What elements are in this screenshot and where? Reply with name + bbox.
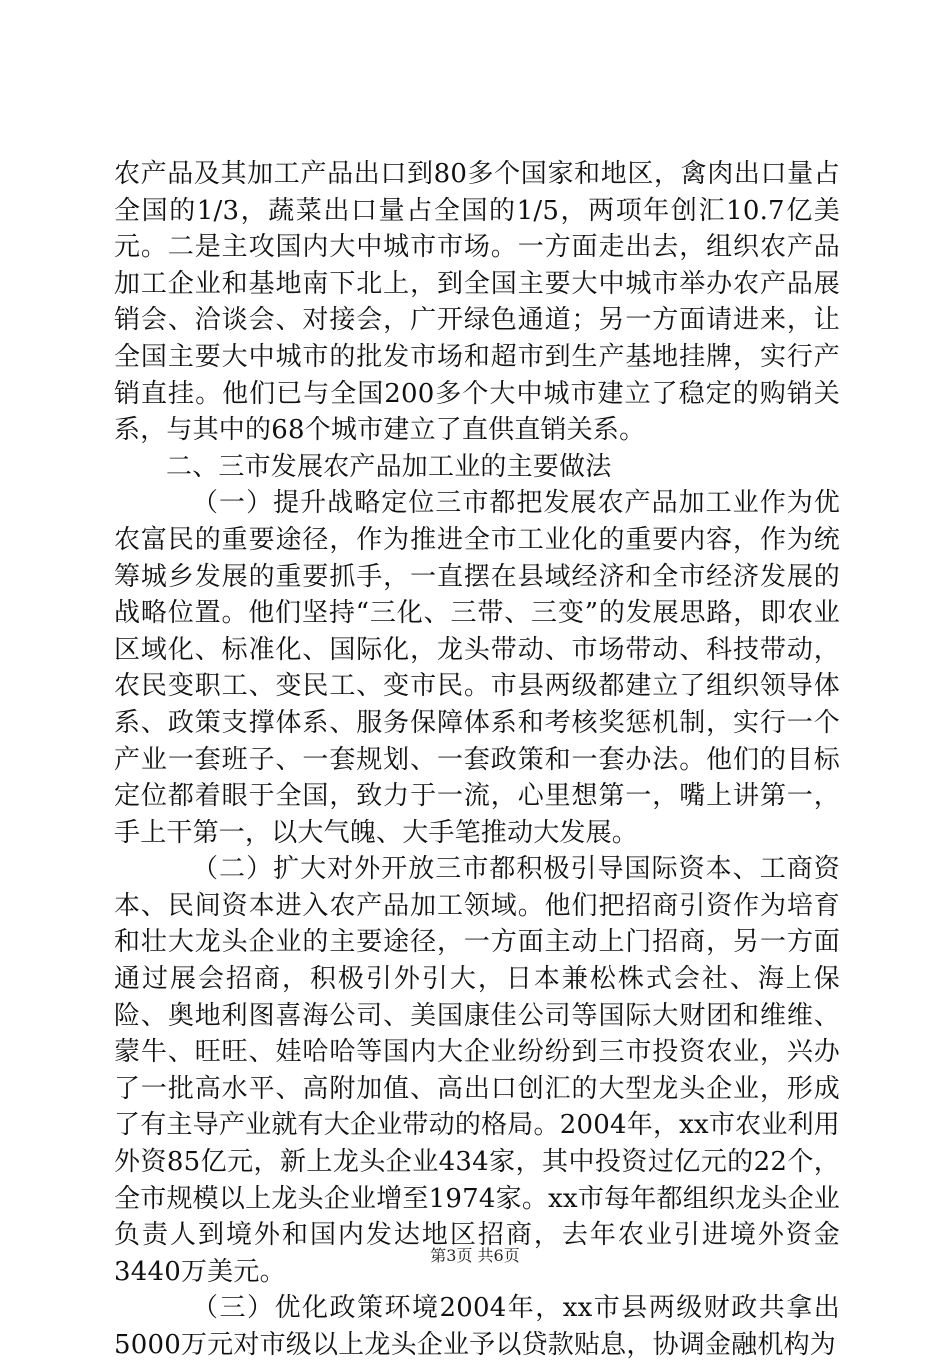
- paragraph-opening-up: （二）扩大对外开放三市都积极引导国际资本、工商资本、民间资本进入农产品加工领域。他们把招商引资作为培育和壮大龙头企业的主要途径，一方面主动上门招商，另一方面通过展会招商，积极引外引大，日本兼松株式会社、海上保险、奥地利图喜海公司、美国康佳公司等国际大财团和维维、蒙牛、旺旺、娃哈哈等国内大企业纷纷到三市投资农业，兴办了一批高水平、高附加值、高出口创汇的大型龙头企业，形成了有主导产业就有大企业带动的格局。2004年，xx市农业利用外资85亿元，新上龙头企业434家，其中投资过亿元的22个，全市规模以上龙头企业增至1974家。xx市每年都组织龙头企业负责人到境外和国内发达地区招商，去年农业引进境外资金3440万美元。: [114, 854, 840, 1287]
- paragraph-continuation: 农产品及其加工产品出口到80多个国家和地区，禽肉出口量占全国的1/3，蔬菜出口量占全国的1/5，两项年创汇10.7亿美元。二是主攻国内大中城市市场。一方面走出去，组织农产品加工企业和基地南下北上，到全国主要大中城市举办农产品展销会、洽谈会、对接会，广开绿色通道；另一方面请进来，让全国主要大中城市的批发市场和超市到生产基地挂牌，实行产销直挂。他们已与全国200多个大中城市建立了稳定的购销关系，与其中的68个城市建立了直供直销关系。: [114, 159, 840, 446]
- document-body: [114, 156, 840, 1364]
- page-number-footer: 第3页 共6页: [430, 1246, 520, 1265]
- paragraph-policy-environment: （三）优化政策环境2004年，xx市县两级财政共拿出5000万元对市级以上龙头企业予以贷款贴息，协调金融机构为: [114, 1293, 840, 1360]
- paragraph-strategic-positioning: （一）提升战略定位三市都把发展农产品加工业作为优农富民的重要途径，作为推进全市工业化的重要内容，作为统筹城乡发展的重要抓手，一直摆在县域经济和全市经济发展的战略位置。他们坚持“三化、三带、三变”的发展思路，即农业区域化、标准化、国际化，龙头带动、市场带动、科技带动，农民变职工、变民工、变市民。市县两级都建立了组织领导体系、政策支撑体系、服务保障体系和考核奖惩机制，实行一个产业一套班子、一套规划、一套政策和一套办法。他们的目标定位都着眼于全国，致力于一流，心里想第一，嘴上讲第一，手上干第一，以大气魄、大手笔推动大发展。: [114, 488, 840, 848]
- section-heading: 二、三市发展农产品加工业的主要做法: [166, 451, 612, 482]
